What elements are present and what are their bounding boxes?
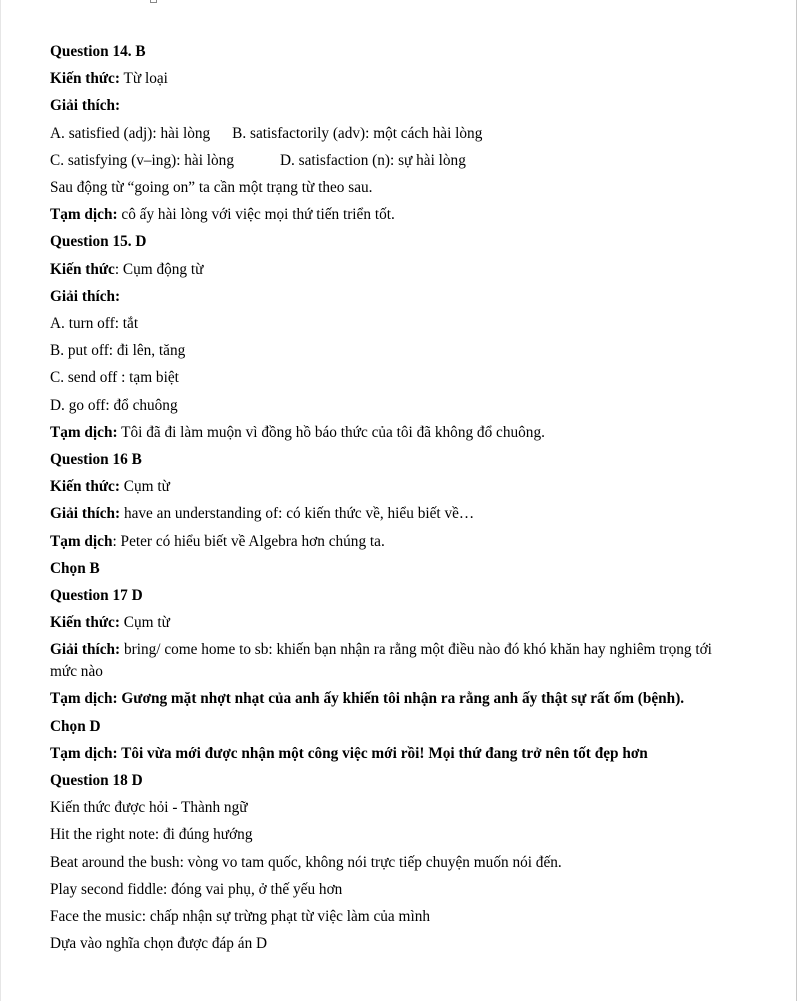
q16-knowledge: [50, 473, 740, 500]
label: Giải thích:: [50, 641, 121, 659]
question-16-title: Question 16 B: [50, 451, 142, 469]
q18-line: Play second fiddle: đóng vai phụ, ở thế yếu hơn: [50, 880, 343, 898]
q18-line: Kiến thức được hỏi - Thành ngữ: [50, 799, 248, 817]
value: : Cụm động từ: [114, 260, 204, 278]
q18-line: Dựa vào nghĩa chọn được đáp án D: [50, 935, 268, 953]
q17-translation: [50, 685, 740, 712]
label: Tạm dịch:: [50, 744, 118, 762]
option-c: C. satisfying (v–ing): hài lòng: [50, 151, 234, 169]
q14-options-cd: [50, 147, 740, 174]
label: Kiến thức:: [50, 478, 120, 496]
q15-explain-label: Giải thích:: [50, 287, 121, 305]
q17-translation-2: [50, 740, 740, 767]
q14-options-ab: [50, 120, 740, 147]
value: Cụm từ: [119, 614, 170, 632]
q16-choice: Chọn B: [50, 559, 100, 577]
label: Kiến thức:: [50, 70, 120, 88]
option-d: D. satisfaction (n): sự hài lòng: [279, 151, 466, 169]
q14-note: Sau động từ “going on” ta cần một trạng từ theo sau.: [50, 179, 373, 197]
q15-option-c: C. send off : tạm biệt: [50, 369, 179, 387]
q18-line: Beat around the bush: vòng vo tam quốc, không nói trực tiếp chuyện muốn nói đến.: [50, 853, 562, 871]
q14-knowledge: [50, 65, 740, 92]
q18-line: Hit the right note: đi đúng hướng: [50, 826, 253, 844]
q15-option-b: B. put off: đi lên, tăng: [50, 342, 186, 360]
label: Tạm dịch:: [50, 690, 118, 708]
question-15-title: Question 15. D: [50, 233, 147, 251]
document-body: [50, 38, 740, 958]
q16-explain: [50, 500, 740, 527]
insertion-marker: [150, 0, 157, 3]
option-a: A. satisfied (adj): hài lòng: [50, 124, 211, 142]
value: cô ấy hài lòng với việc mọi thứ tiến triển tốt.: [117, 206, 395, 224]
value: : Peter có hiểu biết về Algebra hơn chúng ta.: [112, 532, 385, 550]
value: Tôi đã đi làm muộn vì đồng hồ báo thức của tôi đã không đổ chuông.: [117, 423, 545, 441]
q14-explain-label: Giải thích:: [50, 97, 121, 115]
label: Kiến thức:: [50, 614, 120, 632]
question-14-title: Question 14. B: [50, 43, 146, 60]
q17-knowledge: [50, 609, 740, 636]
q15-translation: [50, 419, 740, 446]
value: bring/ come home to sb: khiến bạn nhận ra rằng một điều nào đó khó khăn hay nghiêm trọng tới mức nào: [50, 641, 712, 681]
value: Tôi vừa mới được nhận một công việc mới rồi! Mọi thứ đang trở nên tốt đẹp hơn: [117, 744, 648, 762]
value: Từ loại: [119, 70, 168, 88]
q18-line: Face the music: chấp nhận sự trừng phạt từ việc làm của mình: [50, 908, 430, 926]
q15-option-a: A. turn off: tắt: [50, 315, 139, 333]
question-17-title: Question 17 D: [50, 587, 143, 605]
q16-translation: [50, 528, 740, 555]
q17-choice: Chọn D: [50, 717, 101, 735]
label: Tạm dịch:: [50, 206, 118, 224]
label: Tạm dịch: [50, 532, 113, 550]
q17-explain: [50, 639, 740, 683]
q15-option-d: D. go off: đổ chuông: [50, 396, 178, 414]
label: Giải thích:: [50, 505, 121, 523]
label: Kiến thức: [50, 260, 115, 278]
value: Cụm từ: [119, 478, 170, 496]
question-18-title: Question 18 D: [50, 772, 143, 790]
q14-translation: [50, 201, 740, 228]
value: Gương mặt nhợt nhạt của anh ấy khiến tôi nhận ra rằng anh ấy thật sự rất ốm (bệnh).: [117, 690, 685, 708]
label: Tạm dịch:: [50, 423, 118, 441]
q15-knowledge: [50, 256, 740, 283]
value: have an understanding of: có kiến thức về, hiểu biết về…: [120, 505, 475, 523]
option-b: B. satisfactorily (adv): một cách hài lòng: [232, 124, 483, 142]
